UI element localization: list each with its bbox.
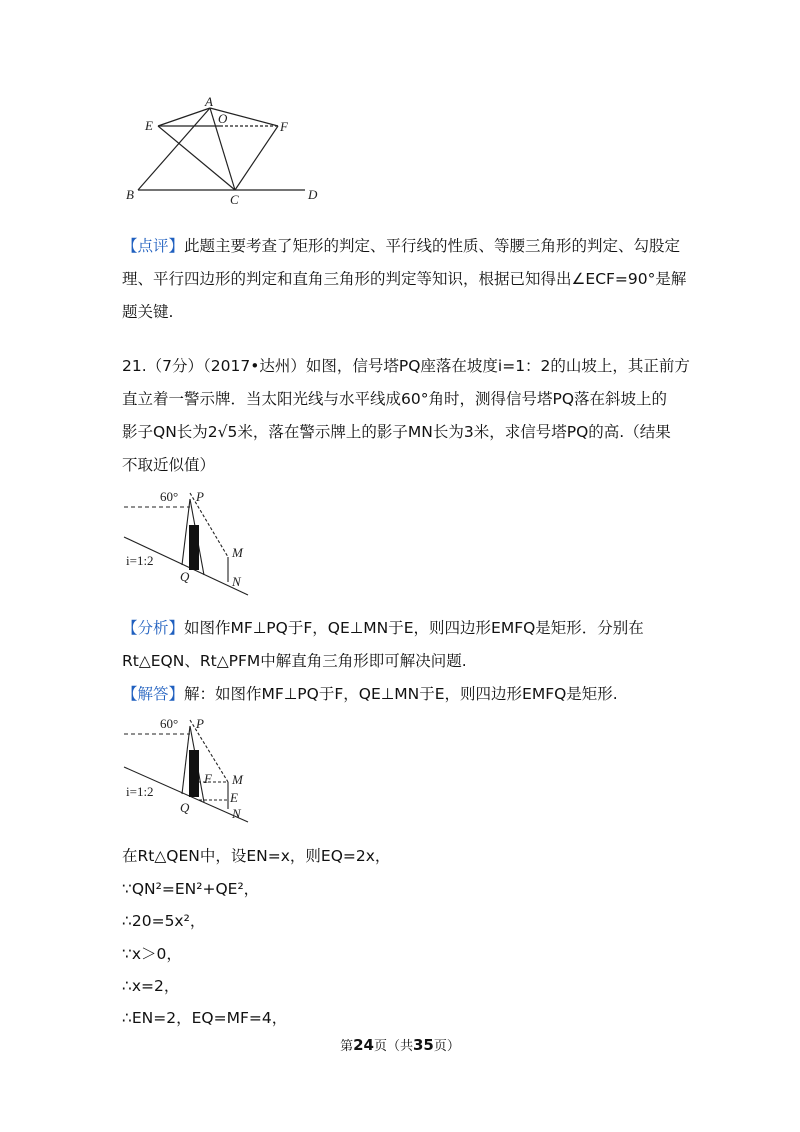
step-6: ∴EN=2，EQ=MF=4，: [122, 1009, 288, 1027]
label-F: F: [280, 119, 288, 134]
analysis-line-1: 【分析】如图作MF⊥PQ于F，QE⊥MN于E，则四边形EMFQ是矩形．分别在: [122, 619, 644, 637]
label-angle: 60°: [160, 489, 179, 504]
comment-line-1: 【点评】此题主要考查了矩形的判定、平行线的性质、等腰三角形的判定、勾股定: [122, 237, 681, 255]
figure-3: [120, 712, 255, 827]
label-D: D: [308, 187, 318, 202]
analysis-line-2: Rt△EQN、Rt△PFM中解直角三角形即可解决问题.: [122, 652, 467, 670]
label-E: E: [145, 118, 153, 133]
label-M: M: [232, 545, 243, 560]
page-footer: 第24页（共35页）: [340, 1036, 460, 1054]
label-P: P: [196, 489, 204, 504]
label-angle: 60°: [160, 716, 179, 731]
label-O: O: [218, 111, 228, 126]
figure-2: [120, 485, 255, 600]
step-4: ∵x＞0，: [122, 945, 182, 963]
label-P: P: [196, 716, 204, 731]
page-number: 24: [353, 1036, 374, 1054]
problem-line-1: 21.（7分）（2017•达州）如图，信号塔PQ座落在坡度i=1：2的山坡上，其正前方: [122, 357, 690, 375]
solution-line-1: 【解答】解：如图作MF⊥PQ于F，QE⊥MN于E，则四边形EMFQ是矩形.: [122, 685, 618, 703]
step-5: ∴x=2，: [122, 977, 180, 995]
label-N: N: [232, 574, 241, 589]
problem-line-4: 不取近似值）: [122, 456, 216, 474]
label-A: A: [205, 95, 213, 109]
figure-1: [120, 95, 330, 210]
label-slope: i=1:2: [126, 553, 154, 568]
problem-line-2: 直立着一警示牌．当太阳光线与水平线成60°角时，测得信号塔PQ落在斜坡上的: [122, 390, 668, 408]
page-total: 35: [413, 1036, 434, 1054]
label-M: M: [232, 772, 243, 787]
label-E: E: [230, 790, 238, 805]
comment-line-2: 理、平行四边形的判定和直角三角形的判定等知识，根据已知得出∠ECF=90°是解: [122, 270, 687, 288]
step-3: ∴20=5x²，: [122, 912, 206, 930]
label-Q: Q: [180, 800, 190, 815]
comment-line-3: 题关键.: [122, 303, 174, 321]
label-Q: Q: [180, 569, 190, 584]
label-F: F: [204, 771, 212, 786]
label-B: B: [126, 187, 134, 202]
problem-line-3: 影子QN长为2√5米，落在警示牌上的影子MN长为3米，求信号塔PQ的高.（结果: [122, 423, 671, 441]
label-slope: i=1:2: [126, 784, 154, 799]
solution-tag: 【解答】: [122, 685, 185, 703]
analysis-tag: 【分析】: [122, 619, 185, 637]
label-C: C: [230, 192, 239, 207]
comment-tag: 【点评】: [122, 237, 185, 255]
label-N: N: [232, 806, 241, 821]
step-1: 在Rt△QEN中，设EN=x，则EQ=2x，: [122, 847, 391, 865]
step-2: ∵QN²=EN²+QE²，: [122, 880, 260, 898]
